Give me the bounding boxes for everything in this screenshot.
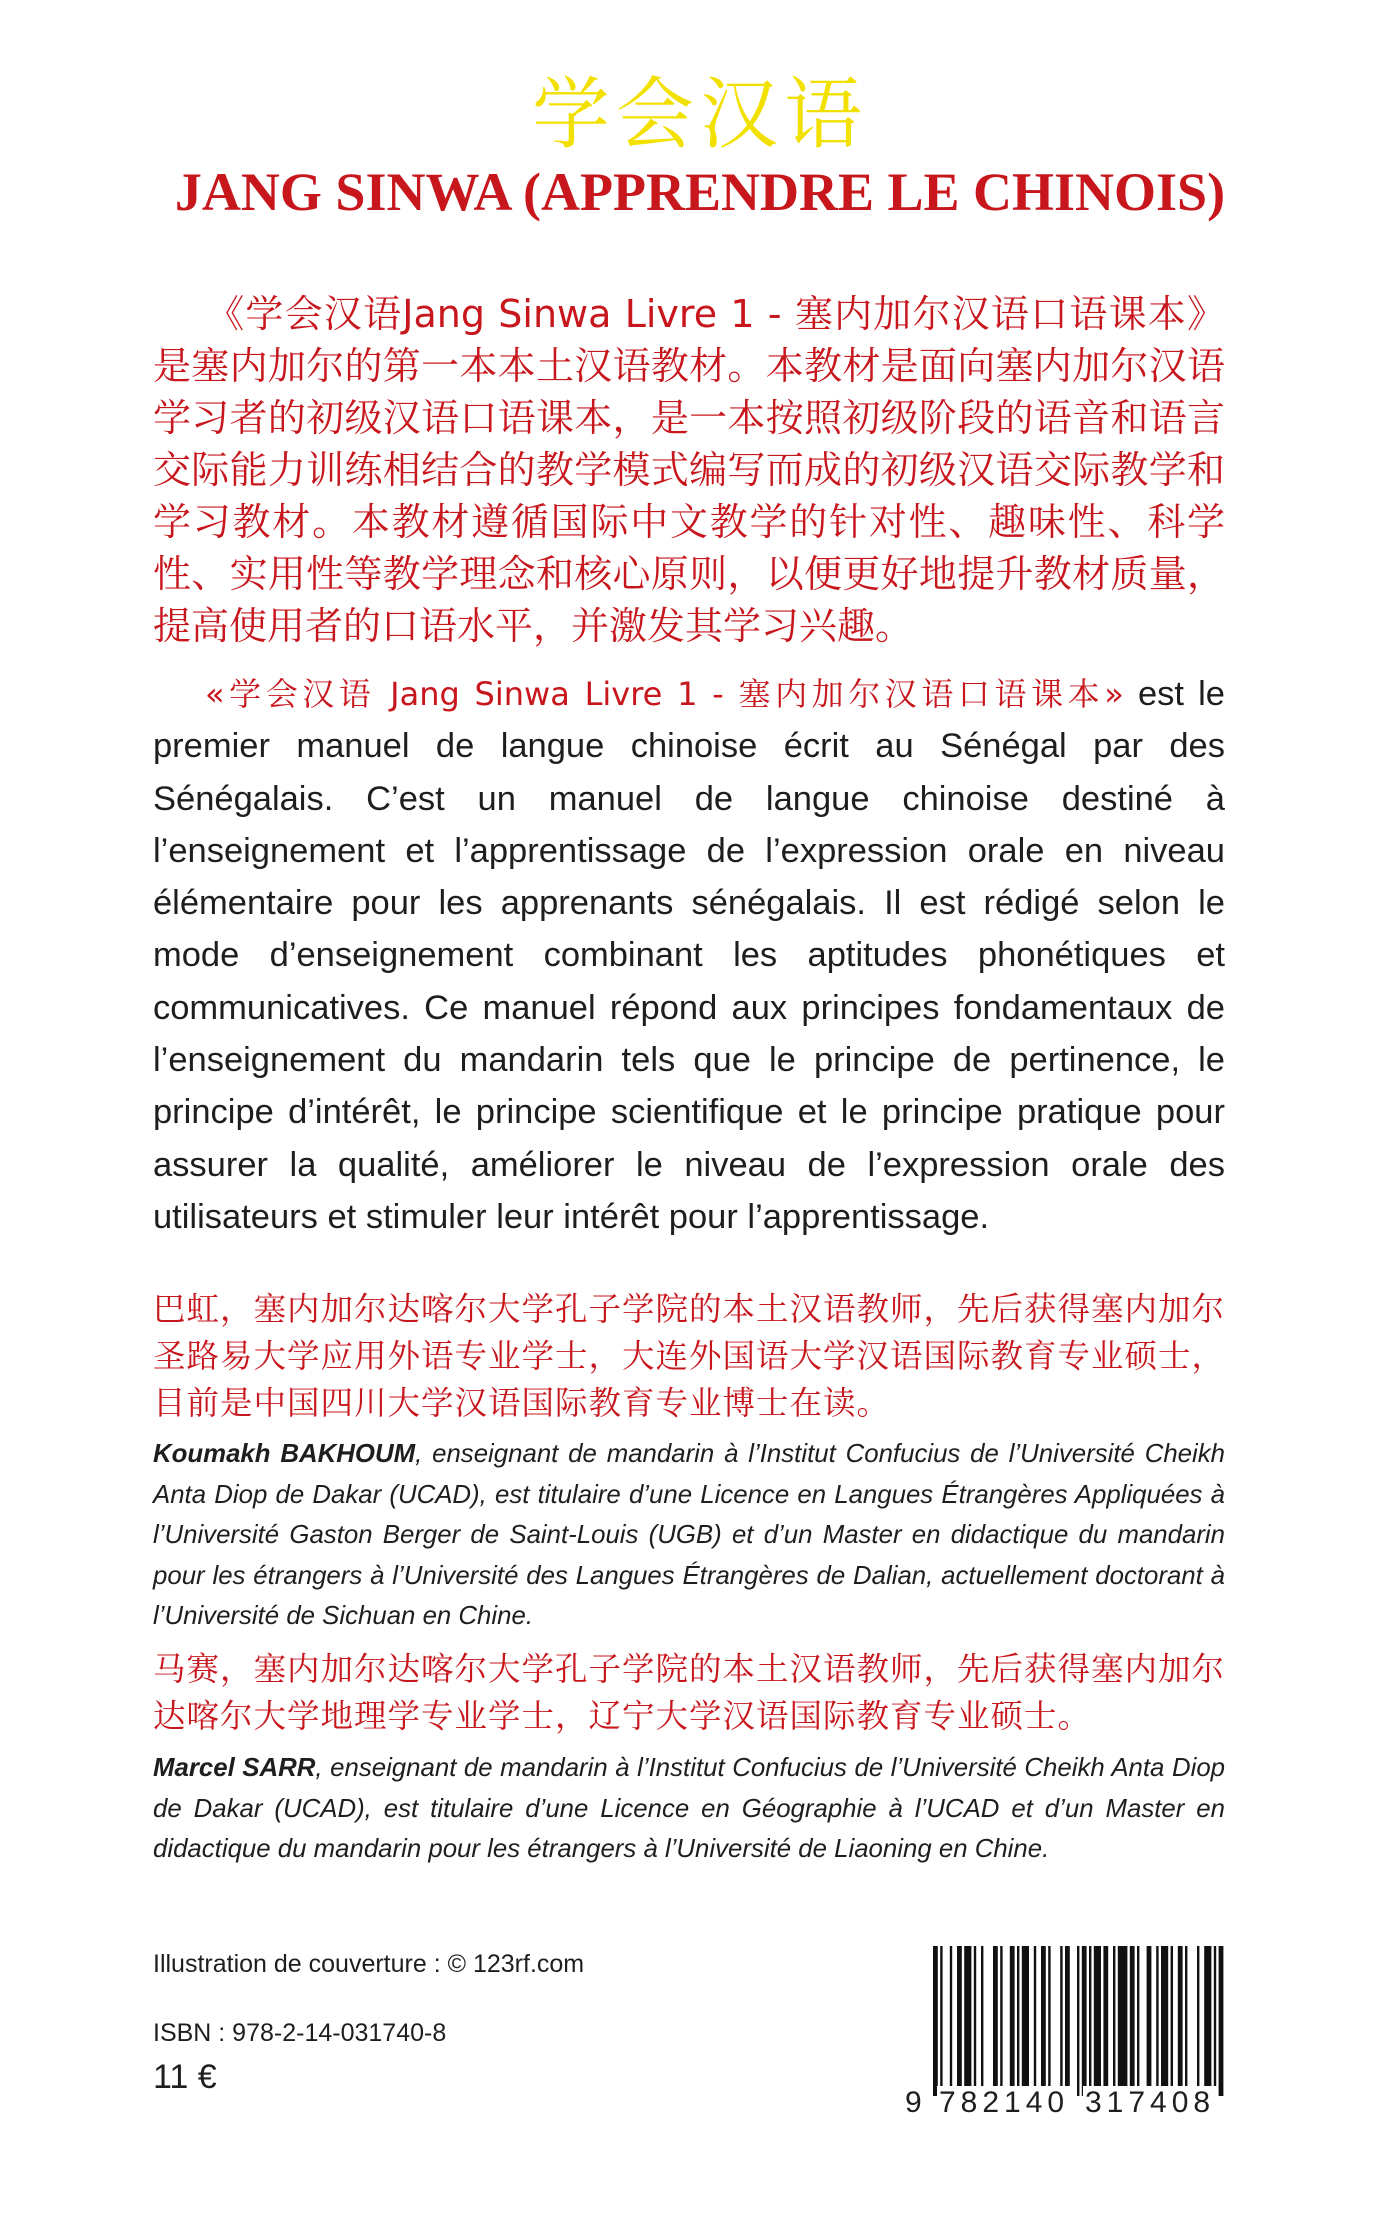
intro-chinese-text: 《学会汉语Jang Sinwa Livre 1 - 塞内加尔汉语口语课本》是塞内加尔的第一本本土汉语教材。本教材是面向塞内加尔汉语学习者的初级汉语口语课本，是一本按照初级阶段的语音和语言交际能力训练相结合的教学模式编写而成的初级汉语交际教学和学习教材。本教材遵循国际中文教学的针对性、趣味性、科学性、实用性等教学理念和核心原则，以便更好地提升教材质量，提高使用者的口语水平，并激发其学习兴趣。 <box>153 292 1225 648</box>
barcode-right-group: 317408 <box>1085 2086 1216 2119</box>
illustration-credit: Illustration de couverture : © 123rf.com <box>153 1950 585 1978</box>
price: 11 € <box>153 2058 217 2096</box>
barcode-bar <box>1077 1946 1079 2096</box>
barcode-bar <box>1000 1946 1002 2096</box>
barcode-bar <box>1130 1946 1135 2096</box>
isbn: ISBN : 978-2-14-031740-8 <box>153 2019 447 2047</box>
barcode-bar <box>1082 1946 1087 2096</box>
title-french: JANG SINWA (APPRENDRE LE CHINOIS) <box>174 162 1226 222</box>
title-chinese: 学会汉语 <box>531 70 868 160</box>
barcode-bar <box>1048 1946 1050 2096</box>
barcode-bar <box>993 1946 998 2096</box>
author-1-bio-french <box>153 1434 1225 1637</box>
barcode-bar <box>1022 1946 1029 2096</box>
barcode-bar <box>1060 1946 1062 2096</box>
barcode-bar <box>1156 1946 1158 2096</box>
barcode-digits <box>903 2086 1231 2132</box>
barcode-bar <box>974 1946 976 2096</box>
barcode-bar <box>1185 1946 1187 2096</box>
intro-book-title: «学会汉语 Jang Sinwa Livre 1 - 塞内加尔汉语口语课本» <box>205 675 1124 713</box>
barcode-bar <box>964 1946 971 2096</box>
barcode-bar <box>1204 1946 1211 2096</box>
author-2-bio-french <box>153 1748 1225 1870</box>
barcode-bar <box>1171 1946 1173 2096</box>
barcode <box>903 1946 1231 2138</box>
barcode-bar <box>1065 1946 1070 2096</box>
barcode-first-digit: 9 <box>905 2086 922 2119</box>
barcode-bar <box>1137 1946 1139 2096</box>
barcode-left-group: 782140 <box>939 2086 1070 2119</box>
barcode-bar <box>1178 1946 1183 2096</box>
barcode-bar <box>940 1946 942 2096</box>
barcode-bar <box>1113 1946 1115 2096</box>
author-2-bio-text: , enseignant de mandarin à l’Institut Confucius de l’Université Cheikh Anta Diop de Dakar (UCAD), est titulaire d’une Licence en Géographie à l’UCAD et d’un Master en didactique du mandarin pour les étrangers à l’Université de Liaoning en Chine. <box>153 1754 1226 1863</box>
barcode-bar <box>950 1946 952 2096</box>
intro-chinese-paragraph <box>153 288 1225 652</box>
barcode-bar <box>1161 1946 1168 2096</box>
barcode-bar <box>981 1946 983 2096</box>
author-1-bio-chinese: 巴虹，塞内加尔达喀尔大学孔子学院的本土汉语教师，先后获得塞内加尔圣路易大学应用外语专业学士，大连外国语大学汉语国际教育专业硕士，目前是中国四川大学汉语国际教育专业博士在读。 <box>153 1290 1226 1422</box>
barcode-bar <box>1034 1946 1036 2096</box>
barcode-bar <box>933 1946 938 2096</box>
barcode-bar <box>957 1946 962 2096</box>
author-2-bio-chinese: 马赛，塞内加尔达喀尔大学孔子学院的本土汉语教师，先后获得塞内加尔达喀尔大学地理学专业学士，辽宁大学汉语国际教育专业硕士。 <box>153 1650 1226 1735</box>
barcode-bar <box>1214 1946 1216 2096</box>
barcode-bar <box>1118 1946 1128 2096</box>
barcode-bar <box>1089 1946 1091 2096</box>
barcode-bar <box>1041 1946 1046 2096</box>
barcode-bar <box>1197 1946 1199 2096</box>
barcode-bar <box>1010 1946 1015 2096</box>
author-1-name: Koumakh BAKHOUM <box>153 1440 416 1468</box>
author-1-bio-text: , enseignant de mandarin à l’Institut Confucius de l’Université Cheikh Anta Diop de Dakar (UCAD), est titulaire d’une Licence en Langues Étrangères Appliquées à l’Université Gaston Berger de Saint-Louis (UGB) et d’un Master en didactique du mandarin pour les étrangers à l’Université des Langues Étrangères de Dalian, actuellement doctorant à l’Université de Sichuan en Chine. <box>153 1440 1225 1630</box>
barcode-bar <box>1017 1946 1019 2096</box>
barcode-bar <box>1219 1946 1224 2096</box>
barcode-bar <box>1094 1946 1101 2096</box>
barcode-bar <box>1147 1946 1152 2096</box>
intro-french-text: est le premier manuel de langue chinoise écrit au Sénégal par des Sénégalais. C’est un manuel de langue chinoise destiné à l’enseignement et l’apprentissage de l’expression orale en niveau élémentaire pour les apprenants sénégalais. Il est rédigé selon le mode d’enseignement combinant les aptitudes phonétiques et communicatives. Ce manuel répond aux principes fondamentaux de l’enseignement du mandarin tels que le principe de pertinence, le principe d’intérêt, le principe scientifique et le principe pratique pour assurer la qualité, améliorer le niveau de l’expression orale des utilisateurs et stimuler leur intérêt pour l’apprentissage. <box>153 675 1225 1236</box>
barcode-bar <box>1103 1946 1108 2096</box>
intro-french-paragraph <box>153 668 1225 1243</box>
barcode-bars <box>903 1946 1231 2096</box>
author-2-name: Marcel SARR <box>153 1754 316 1782</box>
